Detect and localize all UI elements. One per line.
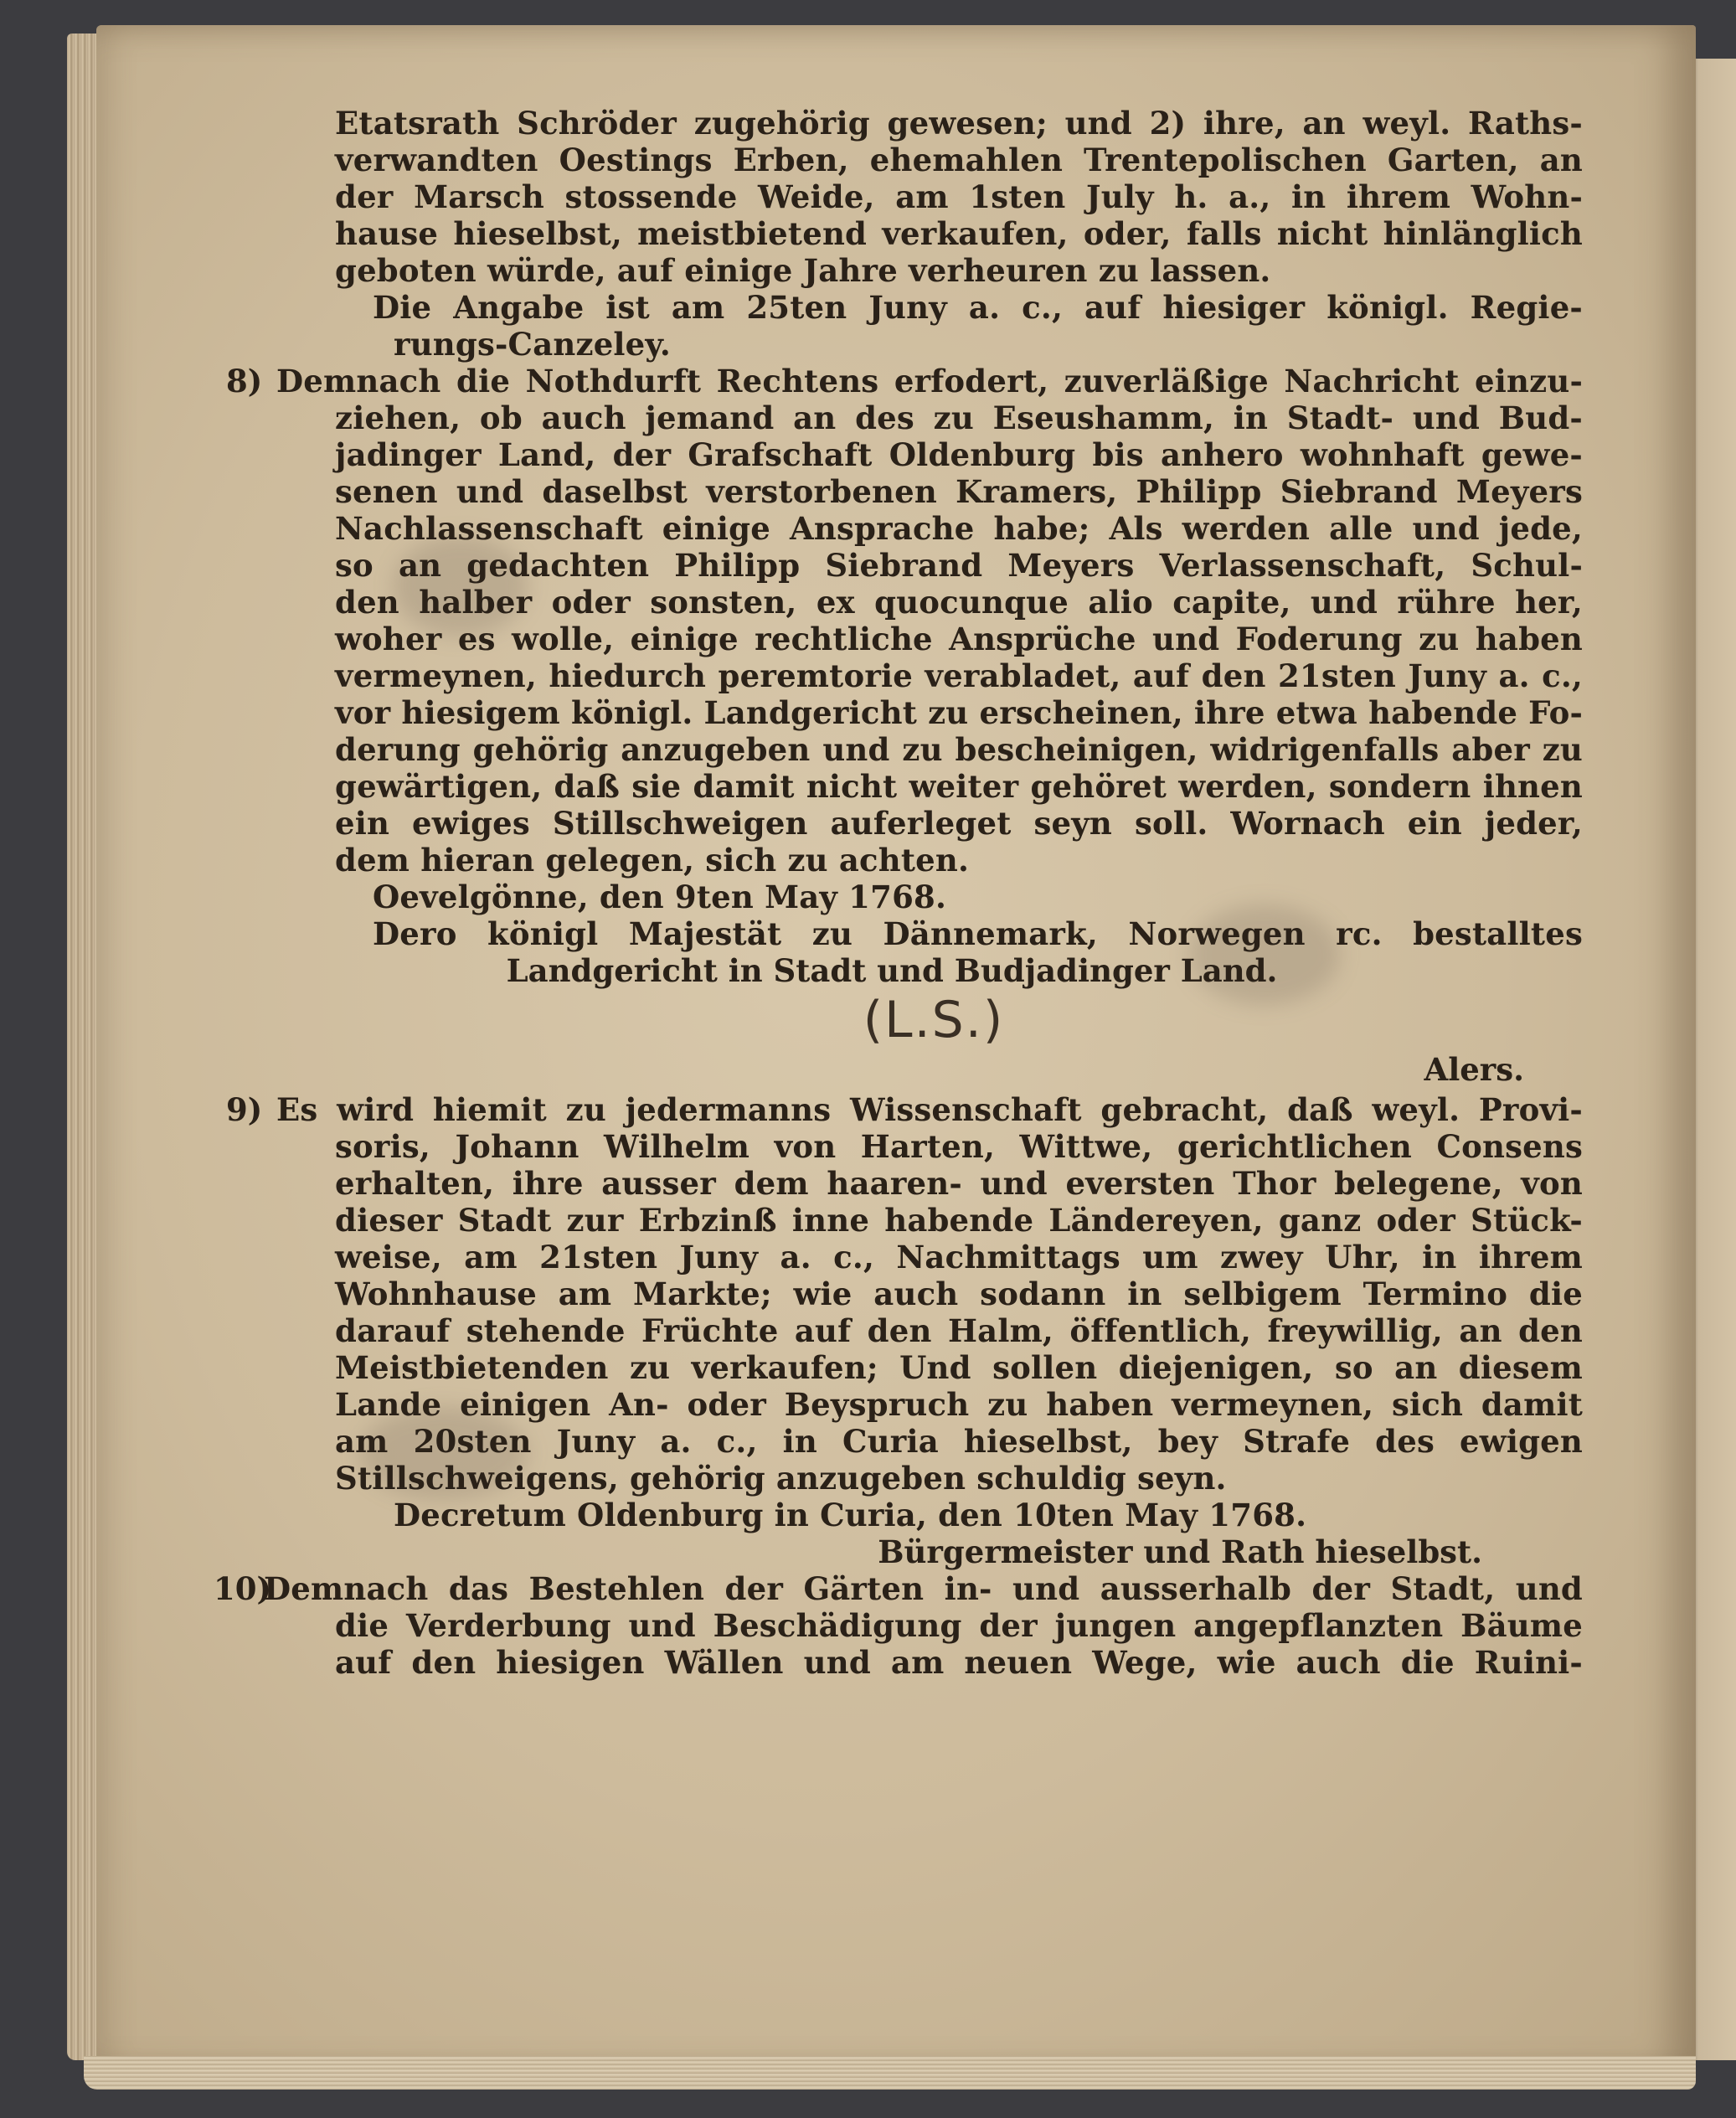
- text-line: Demnach das Bestehlen der Gärten in- und ausserhalb der Stadt, und: [264, 1570, 1583, 1607]
- authority-line: Landgericht in Stadt und Budjadinger Land.: [506, 952, 1278, 989]
- text-line: vor hiesigem königl. Landgericht zu erscheinen, ihre etwa habende Fo-: [335, 694, 1584, 731]
- item-8: [226, 363, 1584, 1088]
- text-line: verwandten Oestings Erben, ehemahlen Trentepolischen Garten, an: [335, 142, 1583, 178]
- text-line: dem hieran gelegen, sich zu achten.: [335, 842, 970, 879]
- text-line: Nachlassenschaft einige Ansprache habe; Als werden alle und jede,: [335, 510, 1583, 547]
- place-date: Oevelgönne, den 9ten May 1768.: [373, 879, 947, 915]
- item-number: 9): [226, 1091, 263, 1128]
- text-line: dieser Stadt zur Erbzinß inne habende Ländereyen, ganz oder Stück-: [335, 1202, 1583, 1239]
- text-line: Stillschweigens, gehörig anzugeben schuldig seyn.: [335, 1460, 1227, 1497]
- text-line: darauf stehende Früchte auf den Halm, öffentlich, freywillig, an den: [335, 1312, 1583, 1349]
- text-line: senen und daselbst verstorbenen Kramers, Philipp Siebrand Meyers: [335, 473, 1583, 510]
- text-line: weise, am 21sten Juny a. c., Nachmittags um zwey Uhr, in ihrem: [335, 1239, 1583, 1275]
- text-line: Lande einigen An- oder Beyspruch zu haben vermeynen, sich damit: [335, 1386, 1583, 1423]
- signature: Alers.: [1424, 1051, 1524, 1088]
- text-line: jadinger Land, der Grafschaft Oldenburg bis anhero wohnhaft gewe-: [335, 436, 1583, 473]
- text-line: Demnach die Nothdurft Rechtens erfodert, zuverläßige Nachricht einzu-: [276, 363, 1583, 399]
- text-line: soris, Johann Wilhelm von Harten, Wittwe, gerichtlichen Consens: [335, 1128, 1583, 1165]
- text-line: rungs-Canzeley.: [394, 326, 671, 363]
- item-number: 8): [226, 363, 263, 399]
- bottom-page-edges: [84, 2056, 1696, 2090]
- text-line: hause hieselbst, meistbietend verkaufen, oder, falls nicht hinlänglich: [335, 215, 1583, 252]
- text-line: am 20sten Juny a. c., in Curia hieselbst, bey Strafe des ewigen: [335, 1423, 1583, 1460]
- authority-line: Dero königl Majestät zu Dännemark, Norwegen rc. bestalltes: [373, 915, 1583, 952]
- text-line: ein ewiges Stillschweigen auferleget seyn soll. Wornach ein jeder,: [335, 805, 1583, 842]
- text-line: die Verderbung und Beschädigung der jungen angepflanzten Bäume: [335, 1607, 1583, 1644]
- item-10: [214, 1570, 1583, 1681]
- text-line: geboten würde, auf einige Jahre verheuren zu lassen.: [335, 252, 1271, 289]
- text-line: ziehen, ob auch jemand an des zu Eseushamm, in Stadt- und Bud-: [335, 399, 1583, 436]
- text-line: erhalten, ihre ausser dem haaren- und eversten Thor belegene, von: [335, 1165, 1583, 1202]
- text-line: Die Angabe ist am 25ten Juny a. c., auf hiesiger königl. Regie-: [373, 289, 1583, 326]
- text-line: Etatsrath Schröder zugehörig gewesen; und 2) ihre, an weyl. Raths-: [335, 105, 1583, 142]
- text-line: Meistbietenden zu verkaufen; Und sollen diejenigen, so an diesem: [335, 1349, 1583, 1386]
- item-number: 10): [214, 1570, 271, 1607]
- text-line: vermeynen, hiedurch peremtorie verabladet, auf den 21sten Juny a. c.,: [335, 657, 1583, 694]
- text-line: auf den hiesigen Wällen und am neuen Wege, wie auch die Ruini-: [335, 1644, 1583, 1681]
- seal-mark: (L.S.): [863, 991, 1005, 1049]
- text-line: der Marsch stossende Weide, am 1sten July h. a., in ihrem Wohn-: [335, 178, 1583, 215]
- top-paragraph: [335, 105, 1583, 289]
- document-text: [214, 105, 1584, 1681]
- text-line: woher es wolle, einige rechtliche Ansprüche und Foderung zu haben: [335, 621, 1583, 657]
- text-line: Wohnhause am Markte; wie auch sodann in selbigem Termino die: [335, 1275, 1583, 1312]
- text-line: so an gedachten Philipp Siebrand Meyers Verlassenschaft, Schul-: [335, 547, 1583, 584]
- text-line: Es wird hiemit zu jedermanns Wissenschaft gebracht, daß weyl. Provi-: [276, 1091, 1583, 1128]
- text-line: den halber oder sonsten, ex quocunque alio capite, und rühre her,: [335, 584, 1583, 621]
- signature: Bürgermeister und Rath hieselbst.: [878, 1533, 1482, 1570]
- text-line: derung gehörig anzugeben und zu bescheinigen, widrigenfalls aber zu: [335, 731, 1583, 768]
- text-line: gewärtigen, daß sie damit nicht weiter gehöret werden, sondern ihnen: [335, 768, 1583, 805]
- angabe-paragraph: [335, 289, 1583, 363]
- decree-line: Decretum Oldenburg in Curia, den 10ten May 1768.: [394, 1497, 1307, 1533]
- item-9: [226, 1091, 1583, 1570]
